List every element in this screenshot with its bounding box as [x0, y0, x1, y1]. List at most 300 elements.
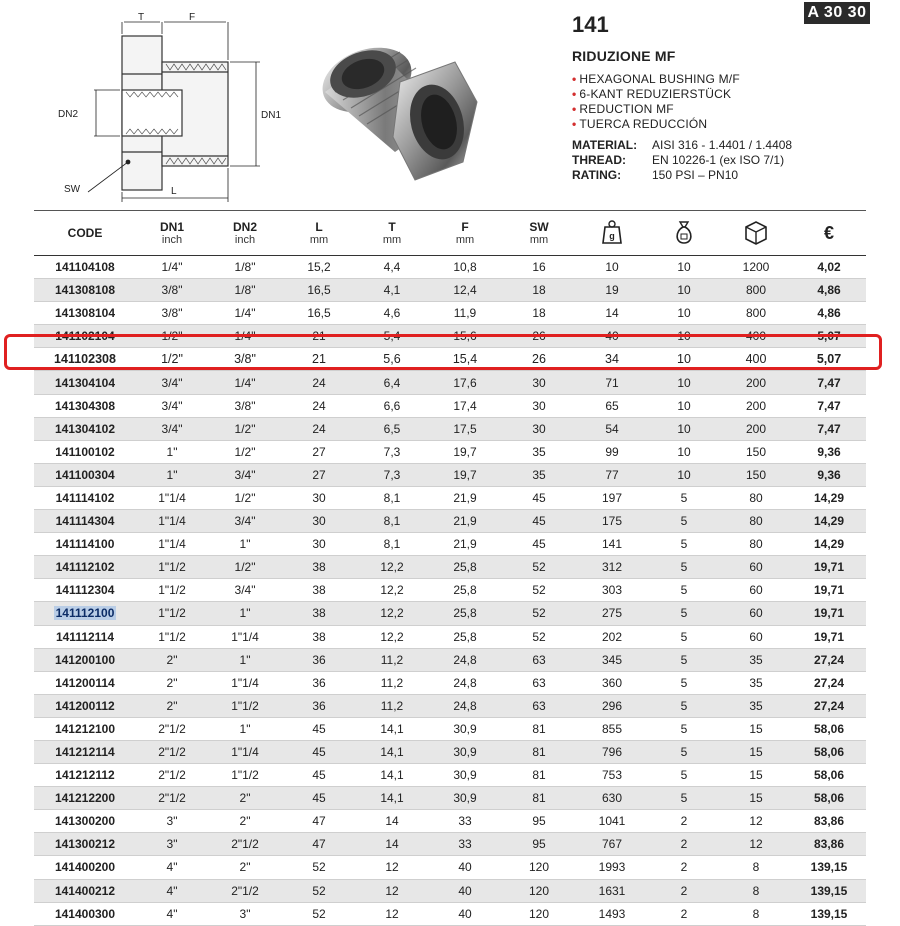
table-cell: 345 — [601, 652, 623, 667]
table-cell: 767 — [601, 837, 623, 852]
table-row[interactable] — [34, 371, 866, 394]
table-cell: 10 — [677, 352, 691, 367]
svg-text:DN1: DN1 — [261, 110, 282, 121]
cell-code: 141304308 — [54, 398, 116, 413]
table-cell: 1/4" — [234, 306, 256, 321]
table-cell: 54 — [605, 421, 619, 436]
table-cell: 1200 — [742, 260, 770, 275]
cell-code: 141114100 — [55, 537, 115, 552]
table-cell: 14 — [605, 306, 619, 321]
table-cell: 15 — [749, 721, 763, 736]
table-cell: 15 — [749, 791, 763, 806]
table-cell: 30 — [532, 398, 546, 413]
table-cell: 60 — [749, 560, 763, 575]
table-row[interactable] — [34, 394, 866, 417]
table-cell: 24,8 — [453, 652, 477, 667]
table-cell: 630 — [601, 791, 623, 806]
table-cell: 5 — [680, 698, 688, 713]
table-cell: 8 — [752, 883, 760, 898]
table-cell: 8,1 — [383, 537, 401, 552]
table-row[interactable] — [34, 533, 866, 556]
table-cell: 4" — [166, 860, 178, 875]
cell-price: 83,86 — [813, 837, 845, 852]
table-cell: 275 — [601, 606, 623, 621]
table-cell: 24,8 — [453, 675, 477, 690]
cell-code: 141104108 — [55, 260, 115, 275]
table-cell: 3/8" — [161, 283, 183, 298]
cell-price: 14,29 — [813, 537, 845, 552]
table-cell: 60 — [749, 629, 763, 644]
table-cell: 30 — [532, 375, 546, 390]
table-cell: 10 — [677, 421, 691, 436]
table-cell: 80 — [749, 514, 763, 529]
table-cell: 24 — [312, 398, 326, 413]
table-cell: 150 — [745, 444, 767, 459]
col-f: F mm — [455, 220, 475, 246]
bullet-icon: • — [572, 72, 577, 86]
cell-code: 141200114 — [55, 675, 115, 690]
table-cell: 5,4 — [383, 329, 401, 344]
table-row[interactable] — [34, 671, 866, 694]
table-cell: 3" — [166, 814, 178, 829]
table-row[interactable] — [34, 648, 866, 671]
table-cell: 40 — [458, 860, 472, 875]
table-cell: 1/2" — [234, 444, 256, 459]
spec-thread: THREAD: EN 10226-1 (ex ISO 7/1) — [572, 153, 785, 167]
cell-code — [34, 602, 136, 625]
svg-text:T: T — [138, 12, 145, 23]
table-cell: 800 — [745, 283, 767, 298]
table-cell: 3/8" — [234, 398, 256, 413]
table-cell: 5 — [680, 583, 688, 598]
table-cell: 2 — [680, 906, 688, 921]
cell-code: 141102104 — [55, 329, 115, 344]
table-cell: 10 — [605, 260, 619, 275]
table-cell: 1"1/2 — [158, 629, 186, 644]
table-cell: 45 — [532, 537, 546, 552]
cell-price: 7,47 — [817, 421, 841, 436]
table-cell: 80 — [749, 537, 763, 552]
svg-text:L: L — [171, 186, 177, 197]
table-cell: 1"1/4 — [231, 745, 259, 760]
col-l: L mm — [309, 220, 329, 246]
table-row[interactable] — [34, 486, 866, 509]
table-cell: 52 — [312, 906, 326, 921]
product-code: 141 — [572, 12, 609, 37]
table-cell: 52 — [532, 560, 546, 575]
table-cell: 1/2" — [161, 329, 183, 344]
table-cell: 38 — [312, 606, 326, 621]
table-cell: 400 — [745, 352, 767, 367]
table-cell: 1"1/4 — [158, 490, 186, 505]
col-dn2: DN2 inch — [232, 220, 257, 246]
table-cell: 60 — [749, 606, 763, 621]
table-cell: 40 — [458, 906, 472, 921]
table-cell: 1"1/2 — [231, 698, 259, 713]
table-row[interactable] — [34, 625, 866, 648]
selected-code-text[interactable]: 141112100 — [55, 606, 115, 621]
table-cell: 5 — [680, 768, 688, 783]
table-cell: 19 — [605, 283, 619, 298]
table-row[interactable] — [34, 440, 866, 463]
table-cell: 60 — [749, 583, 763, 598]
cell-price: 19,71 — [813, 606, 845, 621]
table-cell: 1"1/4 — [231, 629, 259, 644]
table-cell: 1/2" — [234, 421, 256, 436]
table-cell: 5 — [680, 721, 688, 736]
table-cell: 3" — [166, 837, 178, 852]
table-cell: 2" — [239, 860, 251, 875]
table-row[interactable] — [34, 579, 866, 602]
table-cell: 16 — [532, 260, 546, 275]
table-row[interactable] — [34, 740, 866, 763]
table-cell: 5 — [680, 791, 688, 806]
table-cell: 40 — [458, 883, 472, 898]
table-cell: 4" — [166, 906, 178, 921]
bullet-icon: • — [572, 87, 577, 101]
table-cell: 26 — [532, 329, 546, 344]
table-row[interactable] — [34, 463, 866, 486]
cell-code: 141308108 — [54, 283, 116, 298]
table-cell: 45 — [532, 514, 546, 529]
table-row[interactable] — [34, 694, 866, 717]
table-cell: 52 — [532, 606, 546, 621]
table-row[interactable] — [34, 302, 866, 325]
col-weight — [576, 211, 648, 256]
table-cell: 10 — [677, 467, 691, 482]
table-cell: 5 — [680, 606, 688, 621]
table-cell: 27 — [312, 467, 326, 482]
table-cell: 14,1 — [380, 768, 404, 783]
table-cell: 1993 — [598, 860, 626, 875]
cell-code: 141212200 — [54, 791, 116, 806]
table-cell: 81 — [532, 745, 546, 760]
table-cell: 12,2 — [380, 629, 404, 644]
table-cell: 36 — [312, 698, 326, 713]
table-cell: 45 — [312, 745, 326, 760]
col-t: T mm — [382, 220, 402, 246]
table-cell: 21,9 — [453, 514, 477, 529]
cell-price: 27,24 — [813, 652, 845, 667]
table-cell: 6,6 — [383, 398, 401, 413]
table-cell: 12 — [385, 883, 399, 898]
bullet-icon: • — [572, 117, 577, 131]
table-row[interactable] — [34, 602, 866, 625]
table-cell: 175 — [601, 514, 623, 529]
table-cell: 2 — [680, 814, 688, 829]
col-box — [720, 211, 792, 256]
table-cell: 796 — [601, 745, 623, 760]
table-cell: 19,7 — [453, 444, 477, 459]
table-cell: 312 — [601, 560, 623, 575]
table-cell: 12 — [385, 906, 399, 921]
table-row[interactable] — [34, 510, 866, 533]
table-cell: 33 — [458, 814, 472, 829]
translation-item: • TUERCA REDUCCIÓN — [572, 117, 708, 131]
cell-price: 58,06 — [813, 745, 845, 760]
box-icon — [743, 219, 769, 245]
table-cell: 3/8" — [161, 306, 183, 321]
table-cell: 120 — [528, 883, 550, 898]
table-cell: 120 — [528, 906, 550, 921]
cell-price: 58,06 — [813, 768, 845, 783]
table-cell: 52 — [312, 860, 326, 875]
cell-code: 141212114 — [55, 745, 115, 760]
table-cell: 2" — [239, 814, 251, 829]
table-cell: 1"1/2 — [158, 560, 186, 575]
table-cell: 200 — [745, 375, 767, 390]
cell-code: 141400212 — [54, 883, 116, 898]
table-cell: 3/4" — [234, 514, 256, 529]
table-cell: 4" — [166, 883, 178, 898]
table-cell: 2"1/2 — [158, 768, 186, 783]
table-row[interactable] — [34, 717, 866, 740]
table-cell: 303 — [601, 583, 623, 598]
table-row[interactable] — [34, 764, 866, 787]
table-cell: 6,5 — [383, 421, 401, 436]
cell-code: 141212112 — [55, 768, 115, 783]
table-cell: 202 — [601, 629, 623, 644]
table-cell: 2" — [166, 652, 178, 667]
table-cell: 10 — [677, 283, 691, 298]
table-cell: 63 — [532, 698, 546, 713]
table-cell: 18 — [532, 306, 546, 321]
table-cell: 1" — [239, 606, 251, 621]
table-row[interactable] — [34, 787, 866, 810]
table-cell: 4,1 — [383, 283, 401, 298]
col-sw: SW mm — [529, 220, 549, 246]
table-cell: 24 — [312, 421, 326, 436]
table-cell: 3/4" — [161, 398, 183, 413]
cell-price: 139,15 — [810, 906, 848, 921]
table-cell: 17,5 — [453, 421, 477, 436]
table-cell: 30 — [312, 490, 326, 505]
table-cell: 1"1/2 — [158, 583, 186, 598]
cell-price: 139,15 — [810, 883, 848, 898]
table-cell: 14 — [385, 837, 399, 852]
cell-code: 141400200 — [54, 860, 116, 875]
cell-price: 14,29 — [813, 490, 845, 505]
cell-price: 27,24 — [813, 698, 845, 713]
table-cell: 1" — [239, 721, 251, 736]
table-cell: 200 — [745, 421, 767, 436]
table-cell: 38 — [312, 583, 326, 598]
table-cell: 1" — [166, 444, 178, 459]
table-cell: 35 — [532, 467, 546, 482]
table-cell: 15,2 — [307, 260, 331, 275]
table-cell: 3/8" — [234, 352, 256, 367]
table-cell: 5,6 — [383, 352, 401, 367]
cell-code: 141112102 — [55, 560, 115, 575]
cell-price: 27,24 — [813, 675, 845, 690]
table-cell: 8 — [752, 860, 760, 875]
table-cell: 52 — [532, 583, 546, 598]
table-cell: 2 — [680, 860, 688, 875]
table-cell: 30 — [312, 514, 326, 529]
table-cell: 1"1/4 — [158, 514, 186, 529]
table-cell: 25,8 — [453, 606, 477, 621]
table-cell: 47 — [312, 837, 326, 852]
table-cell: 52 — [532, 629, 546, 644]
bag-icon — [671, 219, 697, 245]
table-cell: 36 — [312, 675, 326, 690]
table-cell: 8 — [752, 906, 760, 921]
table-cell: 30,9 — [453, 768, 477, 783]
cell-price: 19,71 — [813, 560, 845, 575]
table-cell: 30,9 — [453, 721, 477, 736]
table-cell: 12,4 — [453, 283, 477, 298]
bullet-icon: • — [572, 102, 577, 116]
table-row[interactable] — [34, 256, 866, 279]
table-cell: 81 — [532, 768, 546, 783]
table-cell: 1/2" — [161, 352, 183, 367]
table-row[interactable] — [34, 348, 866, 371]
table-cell: 45 — [532, 490, 546, 505]
table-cell: 10 — [677, 375, 691, 390]
cell-code: 141112114 — [55, 629, 115, 644]
cell-code: 141114102 — [55, 490, 115, 505]
table-cell: 2" — [239, 791, 251, 806]
table-cell: 7,3 — [383, 467, 401, 482]
svg-text:F: F — [189, 12, 196, 23]
table-cell: 10 — [677, 306, 691, 321]
table-cell: 400 — [745, 329, 767, 344]
table-cell: 1/2" — [234, 560, 256, 575]
table-cell: 1/4" — [234, 329, 256, 344]
table-cell: 1"1/2 — [158, 606, 186, 621]
table-cell: 5 — [680, 745, 688, 760]
table-cell: 12,2 — [380, 606, 404, 621]
table-cell: 12 — [385, 860, 399, 875]
col-bag — [648, 211, 720, 256]
table-cell: 1" — [239, 537, 251, 552]
table-cell: 1"1/4 — [158, 537, 186, 552]
table-cell: 5 — [680, 490, 688, 505]
product-title: RIDUZIONE MF — [572, 48, 676, 64]
table-row[interactable] — [34, 417, 866, 440]
table-cell: 1493 — [598, 906, 626, 921]
table-cell: 26 — [532, 352, 546, 367]
translation-list — [572, 72, 740, 132]
table-cell: 753 — [601, 768, 623, 783]
table-cell: 65 — [605, 398, 619, 413]
table-body — [34, 256, 866, 926]
cell-code: 141114304 — [55, 514, 115, 529]
table-cell: 141 — [601, 537, 623, 552]
cell-price: 139,15 — [810, 860, 848, 875]
table-cell: 1"1/4 — [231, 675, 259, 690]
cell-price: 4,02 — [817, 260, 841, 275]
table-cell: 11,2 — [380, 675, 404, 690]
table-row[interactable] — [34, 902, 866, 925]
cell-price: 4,86 — [817, 306, 841, 321]
cell-code: 141308104 — [54, 306, 116, 321]
col-code: CODE — [67, 226, 103, 240]
table-row[interactable] — [34, 833, 866, 856]
table-cell: 2"1/2 — [158, 745, 186, 760]
cell-price: 58,06 — [813, 721, 845, 736]
cell-price: 14,29 — [813, 514, 845, 529]
translation-item: • HEXAGONAL BUSHING M/F — [572, 72, 740, 86]
table-cell: 3/4" — [234, 583, 256, 598]
table-cell: 45 — [312, 721, 326, 736]
table-cell: 5 — [680, 537, 688, 552]
svg-text:DN2: DN2 — [58, 109, 79, 120]
table-row[interactable] — [34, 879, 866, 902]
cell-code: 141300212 — [54, 837, 116, 852]
table-cell: 11,9 — [453, 306, 477, 321]
table-row[interactable] — [34, 325, 866, 348]
table-cell: 10,8 — [453, 260, 477, 275]
product-photo — [305, 22, 480, 187]
table-cell: 25,8 — [453, 560, 477, 575]
table-cell: 3" — [239, 906, 251, 921]
table-cell: 5 — [680, 514, 688, 529]
table-cell: 3/4" — [161, 375, 183, 390]
table-cell: 25,8 — [453, 629, 477, 644]
table-cell: 2" — [166, 675, 178, 690]
table-cell: 197 — [601, 490, 623, 505]
table-cell: 77 — [605, 467, 619, 482]
table-cell: 63 — [532, 675, 546, 690]
table-cell: 15 — [749, 745, 763, 760]
table-cell: 120 — [528, 860, 550, 875]
table-cell: 95 — [532, 814, 546, 829]
table-cell: 12,2 — [380, 560, 404, 575]
table-cell: 35 — [749, 675, 763, 690]
table-cell: 17,4 — [453, 398, 477, 413]
table-cell: 47 — [312, 814, 326, 829]
table-cell: 800 — [745, 306, 767, 321]
table-cell: 80 — [749, 490, 763, 505]
cell-code: 141300200 — [54, 814, 116, 829]
cell-code: 141112304 — [55, 583, 115, 598]
table-row[interactable] — [34, 810, 866, 833]
table-cell: 16,5 — [307, 306, 331, 321]
cell-code: 141212100 — [54, 721, 116, 736]
table-cell: 52 — [312, 883, 326, 898]
table-cell: 2"1/2 — [158, 791, 186, 806]
table-cell: 1/8" — [234, 260, 256, 275]
table-cell: 81 — [532, 721, 546, 736]
table-header-row — [34, 211, 866, 256]
cell-price: 4,86 — [817, 283, 841, 298]
table-row[interactable] — [34, 556, 866, 579]
table-cell: 1/8" — [234, 283, 256, 298]
table-cell: 2"1/2 — [158, 721, 186, 736]
table-cell: 35 — [749, 652, 763, 667]
cell-code: 141100304 — [55, 467, 115, 482]
table-cell: 35 — [749, 698, 763, 713]
weight-icon — [599, 219, 625, 245]
table-cell: 2"1/2 — [231, 837, 259, 852]
translation-item: • 6-KANT REDUZIERSTÜCK — [572, 87, 732, 101]
table-cell: 40 — [605, 329, 619, 344]
table-cell: 99 — [605, 444, 619, 459]
table-cell: 1" — [239, 652, 251, 667]
table-cell: 14 — [385, 814, 399, 829]
table-cell: 21 — [312, 329, 326, 344]
table-cell: 5 — [680, 629, 688, 644]
catalog-page-badge: A 30 30 — [804, 2, 870, 24]
table-cell: 30 — [532, 421, 546, 436]
table-cell: 1"1/2 — [231, 768, 259, 783]
table-row[interactable] — [34, 279, 866, 302]
table-row[interactable] — [34, 856, 866, 879]
table-cell: 12 — [749, 814, 763, 829]
table-cell: 200 — [745, 398, 767, 413]
table-cell: 15 — [749, 768, 763, 783]
